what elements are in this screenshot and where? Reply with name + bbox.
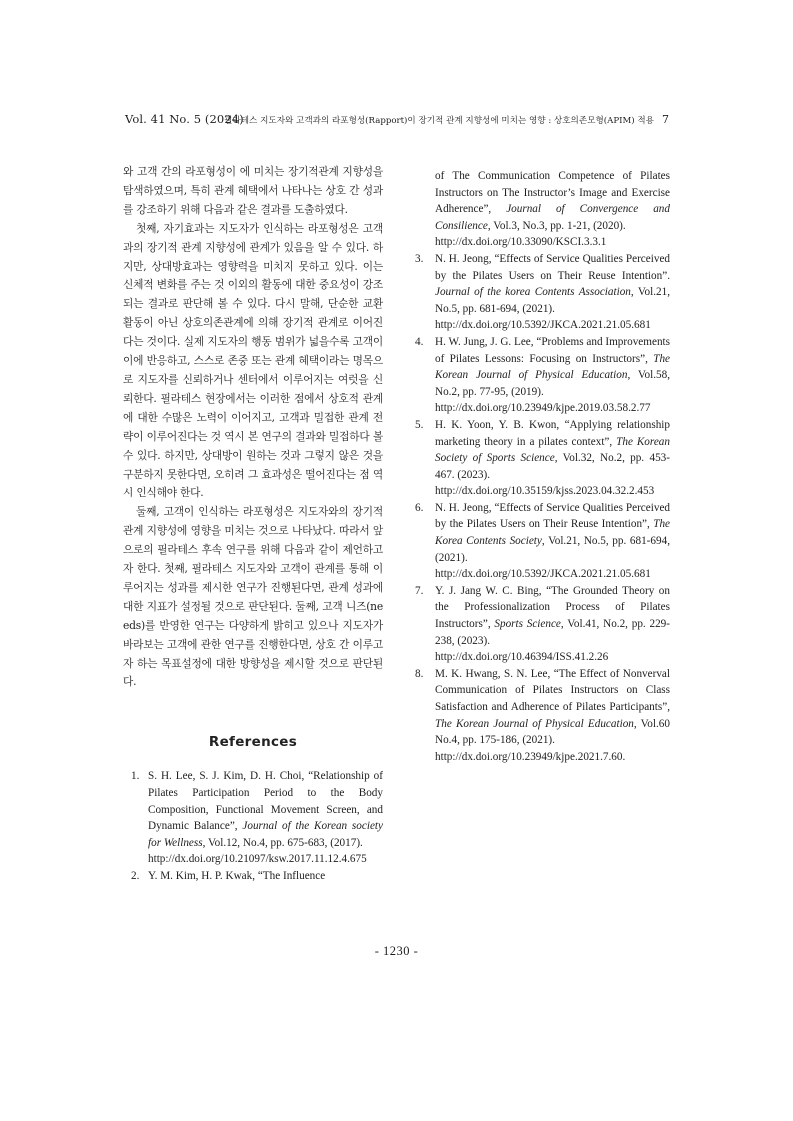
running-header <box>224 113 669 126</box>
reference-doi-link[interactable]: http://dx.doi.org/10.35159/kjss.2023.04.32.2.453 <box>435 485 655 498</box>
reference-details: , Vol.41, No.2, pp. 229-238, (2023). <box>435 618 670 647</box>
right-column <box>412 168 670 765</box>
reference-doi-link[interactable]: http://dx.doi.org/10.5392/JKCA.2021.21.05.681 <box>435 319 651 332</box>
reference-details: , Vol.21, No.5, pp. 681-694, (2021). <box>435 535 670 564</box>
page-footer-number: - 1230 - <box>374 944 419 958</box>
reference-details: , Vol.58, No.2, pp. 77-95, (2019). <box>435 369 670 398</box>
reference-number: 4. <box>415 335 424 348</box>
reference-doi-link[interactable]: http://dx.doi.org/10.33090/KSCI.3.3.1 <box>435 236 607 249</box>
reference-number: 5. <box>415 418 424 431</box>
reference-doi-link[interactable]: http://dx.doi.org/10.23949/kjpe.2019.03.58.2.77 <box>435 402 651 415</box>
reference-text: S. H. Lee, S. J. Kim, D. H. Choi, “Relationship of Pilates Participation Period to the Body Composition, Functional Movement Screen, and Dynamic Balance”, <box>148 770 383 833</box>
reference-item-5 <box>412 417 670 500</box>
reference-journal: The Korean Journal of Physical Education <box>435 352 670 382</box>
reference-number: 1. <box>131 770 140 783</box>
reference-item-6 <box>412 500 670 583</box>
journal-volume: Vol. 41 No. 5 (2024) <box>125 112 244 126</box>
body-paragraph-1: 와 고객 간의 라포형성이 에 미치는 장기적관계 지향성을 탐색하였으며, 특히 관계 혜택에서 나타나는 상호 간 성과를 강조하기 위해 다음과 같은 결과를 도출하였다. <box>123 165 383 216</box>
reference-text: N. H. Jeong, “Effects of Service Qualities Perceived by the Pilates Users on Their Reuse Intention”, <box>435 501 670 531</box>
reference-item-2-continued <box>412 168 670 251</box>
reference-journal: The Korean Journal of Physical Education <box>435 717 634 730</box>
reference-journal: Journal of Convergence and Consilience <box>435 203 670 232</box>
reference-item-4 <box>412 334 670 417</box>
reference-details: , Vol.60 No.4, pp. 175-186, (2021). <box>435 717 670 747</box>
reference-text: of The Communication Competence of Pilates Instructors on The Instructor’s Image and Exercise Adherence”, <box>435 170 670 216</box>
reference-details: , Vol.3, No.3, pp. 1-21, (2020). <box>487 219 626 232</box>
reference-journal: The Korean Society of Sports Science <box>435 435 670 465</box>
reference-text: H. W. Jung, J. G. Lee, “Problems and Improvements of Pilates Lessons: Focusing on Instructors”, <box>435 335 670 365</box>
reference-doi-link[interactable]: http://dx.doi.org/10.21097/ksw.2017.11.12.4.675 <box>148 853 367 866</box>
body-paragraph-2: 첫째, 자기효과는 지도자가 인식하는 라포형성은 고객과의 장기적 관계 지향성에 관계가 있음을 알 수 있다. 하지만, 상대방효과는 영향력을 미치지 못하고 있다. 이는 신체적 변화를 주는 것 이외의 활동에 대한 중요성이 강조되는 결과로 판단해 볼 수 있다. 다시 말해, 단순한 교환 활동이 아닌 상호의존관계에 의해 장기적 관계로 이어진다는 것이다. 실제 지도자의 행동 범위가 넓을수록 고객이 이에 반응하고, 스스로 존중 또는 관계 혜택이라는 명목으로 지도자를 신뢰하거나 센터에서 이루어지는 여럿을 신뢰한다. 필라테스 현장에서는 이러한 점에서 상호적 관계에 대한 수많은 노력이 이어지고, 고객과 밀접한 관계 전략이 이루어진다는 것 역시 본 연구의 결과와 밀접하다 볼 수 있다. 하지만, 상대방이 원하는 것과 그렇지 않은 것을 구분하지 못한다면, 오히려 그 효과성은 떨어진다는 점 역시 인식해야 한다. <box>123 221 383 500</box>
reference-text: N. H. Jeong, “Effects of Service Qualities Perceived by the Pilates Users on Their Reuse Intention”. <box>435 252 670 282</box>
reference-list-left <box>123 768 383 884</box>
reference-number: 7. <box>415 584 424 597</box>
reference-text: Y. M. Kim, H. P. Kwak, “The Influence <box>148 869 326 882</box>
reference-doi-link[interactable]: http://dx.doi.org/10.46394/ISS.41.2.26 <box>435 651 609 664</box>
reference-journal: Journal of the Korean society for Wellness <box>148 820 383 849</box>
left-column <box>123 163 383 885</box>
reference-item-2 <box>125 868 383 885</box>
reference-item-7 <box>412 583 670 666</box>
reference-text: H. K. Yoon, Y. B. Kwon, “Applying relationship marketing theory in a pilates context”, <box>435 418 670 448</box>
reference-journal: Journal of the korea Contents Association <box>435 286 631 299</box>
running-title: 필라테스 지도자와 고객과의 라포형성(Rapport)이 장기적 관계 지향성에 미치는 영향 : 상호의존모형(APIM) 적용 <box>224 116 654 126</box>
reference-text: M. K. Hwang, S. N. Lee, “The Effect of Nonverval Communication of Pilates Instructors on Class Satisfaction and Adherence of Pilates Participants”, <box>435 667 670 713</box>
reference-doi-link[interactable]: http://dx.doi.org/10.23949/kjpe.2021.7.60. <box>435 750 626 763</box>
reference-details: , Vol.32, No.2, pp. 453-467. (2023). <box>435 452 670 481</box>
reference-journal: The Korea Contents Society <box>435 518 670 548</box>
reference-details: , Vol.21, No.5, pp. 681-694, (2021). <box>435 286 670 315</box>
reference-item-1 <box>125 768 383 868</box>
reference-doi-link[interactable]: http://dx.doi.org/10.5392/JKCA.2021.21.05.681 <box>435 568 651 581</box>
reference-number: 2. <box>131 869 140 882</box>
reference-number: 8. <box>415 667 424 680</box>
reference-list-right <box>412 168 670 765</box>
header-page-number: 7 <box>662 113 669 126</box>
reference-number: 3. <box>415 252 424 265</box>
reference-journal: Sports Science <box>494 618 561 631</box>
reference-item-3 <box>412 251 670 334</box>
reference-text: Y. J. Jang W. C. Bing, “The Grounded Theory on the Professionalization Process of Pilates Instructors”, <box>435 584 670 631</box>
reference-number: 6. <box>415 501 424 514</box>
reference-item-8 <box>412 666 670 766</box>
reference-details: , Vol.12, No.4, pp. 675-683, (2017). <box>202 836 363 849</box>
references-heading: References <box>208 734 298 751</box>
body-paragraph-3: 둘째, 고객이 인식하는 라포형성은 지도자와의 장기적 관계 지향성에 영향을 미치는 것으로 나타났다. 따라서 앞으로의 필라테스 후속 연구를 위해 다음과 같이 제언하고자 한다. 첫째, 필라테스 지도자와 고객이 관계를 통해 이루어지는 성과를 제시한 연구가 진행된다면, 관계 성과에 대한 지표가 설정될 것으로 판단된다. 둘째, 고객 니즈(needs)를 반영한 연구는 다양하게 밝히고 있으나 지도자가 바라보는 고객에 관한 연구를 진행한다면, 상호 간 이루고자 하는 목표설정에 대한 방향성을 제시할 것으로 판단된다. <box>123 505 383 689</box>
